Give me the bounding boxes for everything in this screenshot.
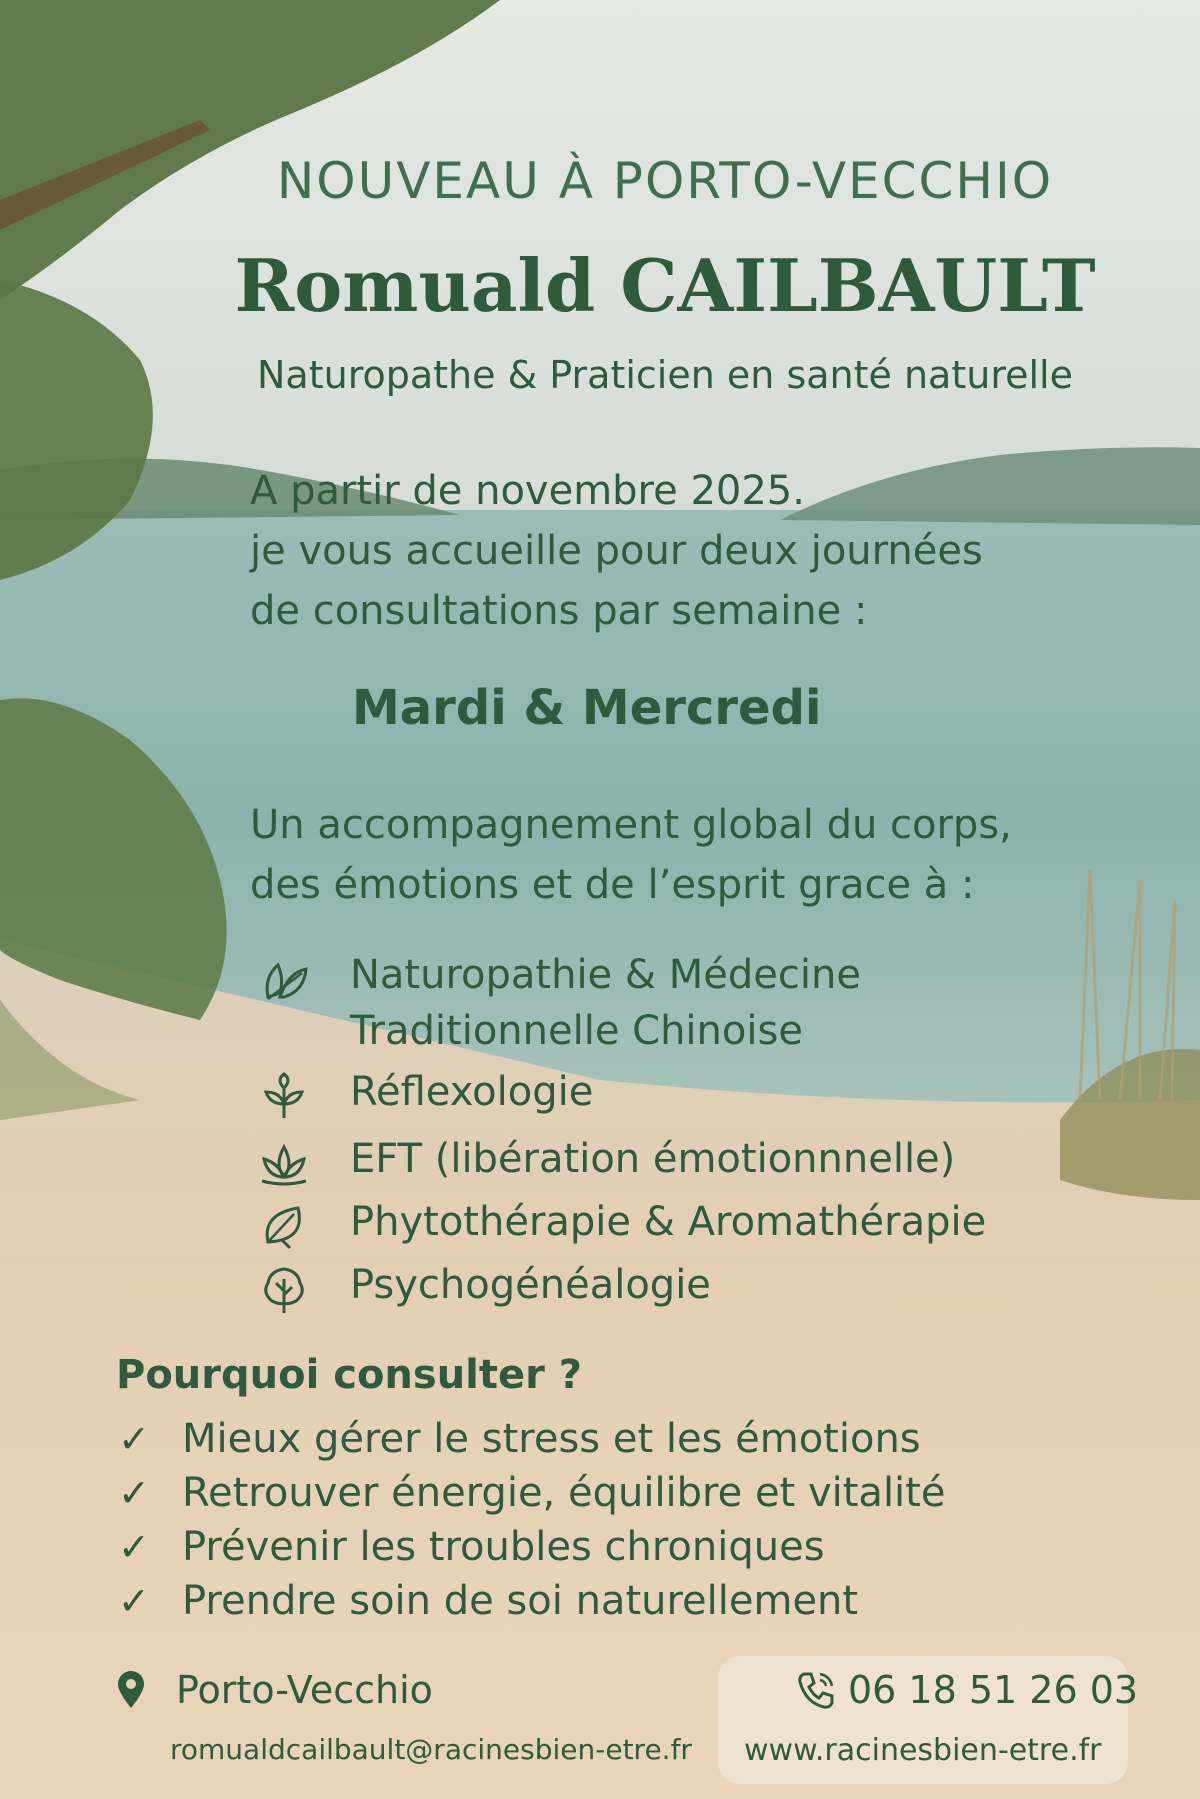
phone-label: 06 18 51 26 03 [848, 1668, 1139, 1712]
website-link[interactable]: www.racinesbien-etre.fr [744, 1733, 1102, 1768]
reason-label: Prévenir les troubles chroniques [182, 1524, 825, 1570]
service-item [258, 1194, 986, 1252]
service-label: Psychogénéalogie [350, 1262, 711, 1308]
service-item [258, 1131, 955, 1189]
service-label: Naturopathie & Médecine [350, 952, 861, 998]
reason-label: Mieux gérer le stress et les émotions [182, 1416, 921, 1462]
location [116, 1668, 433, 1712]
reason-item [118, 1470, 945, 1516]
service-item [258, 947, 861, 1059]
sprout-icon [258, 1070, 310, 1122]
intro-line: de consultations par semaine : [250, 588, 868, 634]
check-icon: ✓ [118, 1417, 150, 1461]
practitioner-name: Romuald CAILBAULT [234, 243, 1096, 328]
intro-line: je vous accueille pour deux journées [250, 528, 983, 574]
location-label: Porto-Vecchio [176, 1668, 433, 1712]
lotus-icon [258, 1137, 310, 1189]
tree-icon [258, 1263, 310, 1315]
single-leaf-icon [258, 1200, 310, 1252]
why-consult-heading: Pourquoi consulter ? [116, 1352, 582, 1398]
check-icon: ✓ [118, 1579, 150, 1623]
approach-line: Un accompagnement global du corps, [250, 802, 1012, 848]
service-item [258, 1257, 711, 1315]
service-label: Réflexologie [350, 1069, 594, 1115]
service-label: Traditionnelle Chinoise [350, 1008, 803, 1054]
kicker-heading: NOUVEAU À PORTO-VECCHIO [276, 152, 1054, 210]
leaf-icon [258, 953, 310, 1005]
consultation-days: Mardi & Mercredi [352, 680, 822, 736]
reason-item [118, 1578, 858, 1624]
service-label: EFT (libération émotionnnelle) [350, 1136, 956, 1182]
reason-label: Retrouver énergie, équilibre et vitalité [182, 1470, 946, 1516]
reason-label: Prendre soin de soi naturellement [182, 1578, 859, 1624]
intro-line: A partir de novembre 2025. [250, 468, 805, 514]
reason-item [118, 1524, 825, 1570]
practitioner-title: Naturopathe & Praticien en santé naturelle [257, 353, 1073, 397]
reason-item [118, 1416, 921, 1462]
service-label: Phytothérapie & Aromathérapie [350, 1199, 987, 1245]
map-pin-icon [116, 1670, 146, 1710]
approach-line: des émotions et de l’esprit grace à : [250, 862, 975, 908]
phone-icon [796, 1670, 836, 1710]
service-item [258, 1064, 593, 1122]
check-icon: ✓ [118, 1471, 150, 1515]
phone-number[interactable] [796, 1668, 1138, 1712]
email-link[interactable]: romualdcailbault@racinesbien-etre.fr [170, 1733, 692, 1766]
check-icon: ✓ [118, 1525, 150, 1569]
